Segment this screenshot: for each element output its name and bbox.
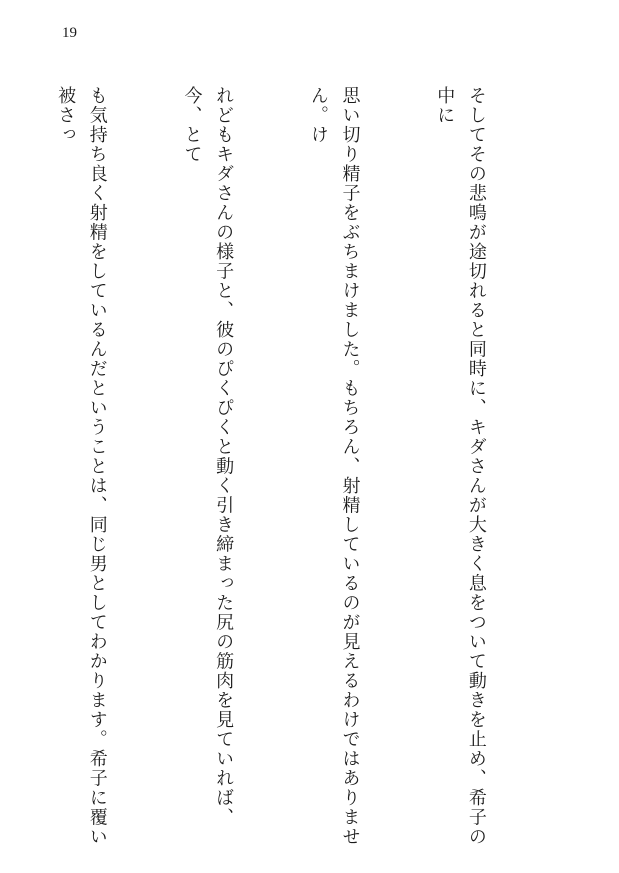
- text-line: 思い切り精子をぶちまけました。もちろん、射精しているのが見えるわけではありません。け: [307, 86, 361, 847]
- page-number: 19: [62, 25, 77, 41]
- text-line: れどもキダさんの様子と、彼のぴくぴくと動く引き締まった尻の筋肉を見ていれば、今、とて: [181, 86, 235, 827]
- body-text: [0, 86, 555, 856]
- text-line: そしてその悲鳴が途切れると同時に、キダさんが大きく息をついて動きを止め、希子の中に: [434, 86, 487, 847]
- text-line: も気持ち良く射精をしているんだということは、同じ男としてわかります。希子に覆い被さっ: [55, 86, 108, 847]
